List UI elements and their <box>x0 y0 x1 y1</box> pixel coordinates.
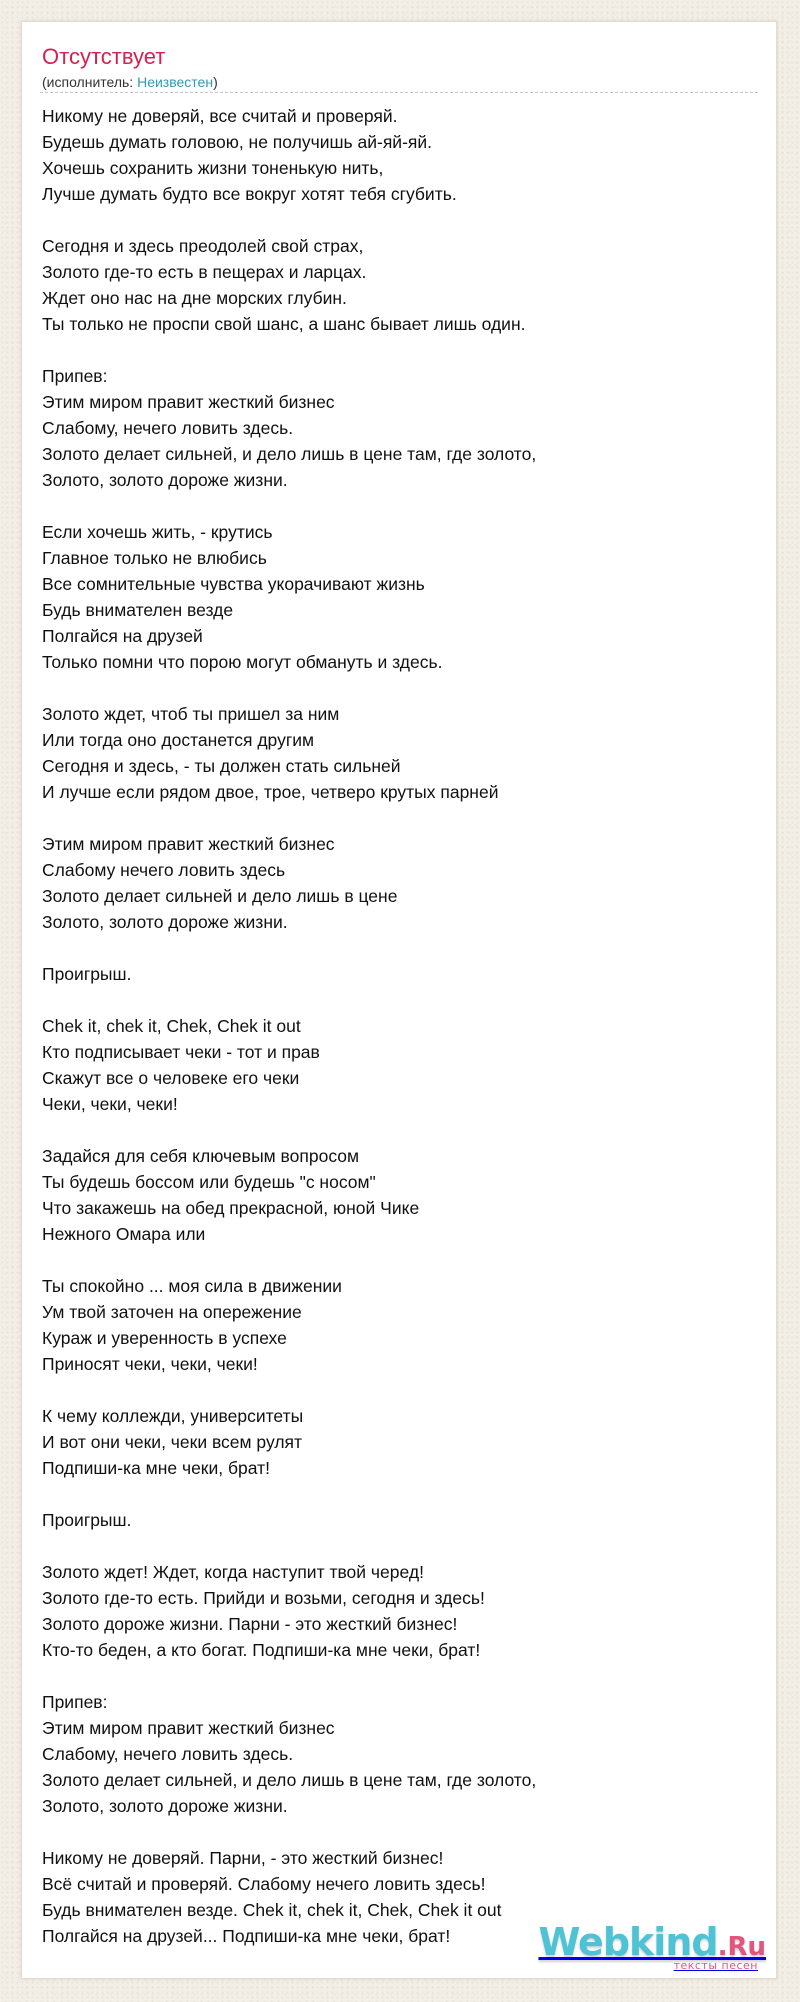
logo-wordmark <box>538 1920 766 1964</box>
artist-line <box>42 74 218 90</box>
lyrics-card <box>21 21 777 1979</box>
artist-link[interactable]: Неизвестен <box>137 74 214 90</box>
artist-prefix: (исполнитель: <box>42 74 138 90</box>
artist-suffix: ) <box>213 74 218 90</box>
logo-tld: .Ru <box>717 1932 766 1962</box>
logo-tagline: тексты песен <box>673 1959 758 1972</box>
site-logo[interactable] <box>538 1920 766 1972</box>
song-title: Отсутствует <box>42 44 166 69</box>
header-divider <box>40 92 758 93</box>
logo-name: Webkind <box>538 1920 718 1964</box>
lyrics-text: Никому не доверяй, все считай и проверяй. Будешь думать головою, не получишь ай-яй-яй. Хочешь сохранить жизни тоненькую нить, Лучше думать будто все вокруг хотят тебя сгубить. Сегодня и здесь преодолей свой страх, Золото где-то есть в пещерах и ларцах. Ждет оно нас на дне морских глубин. Ты только не проспи свой шанс, а шанс бывает лишь один. Припев: Этим миром правит жесткий бизнес Слабому, нечего ловить здесь. Золото делает сильней, и дело лишь в цене там, где золото, Золото, золото дороже жизни. Если хочешь жить, - крутись Главное только не влюбись Все сомнительные чувства укорачивают жизнь Будь внимателен везде Полгайся на друзей Только помни что порою могут обмануть и здесь. Золото ждет, чтоб ты пришел за ним Или тогда оно достанется другим Сегодня и здесь, - ты должен стать сильней И лучше если рядом двое, трое, четверо крутых парней Этим миром правит жесткий бизнес Слабому нечего ловить здесь Золото делает сильней и дело лишь в цене Золото, золото дороже жизни. Проигрыш. Chek it, chek it, Chek, Chek it out Кто подписывает чеки - тот и прав Скажут все о человеке его чеки Чеки, чеки, чеки! Задайся для себя ключевым вопросом Ты будешь боссом или будешь "с носом" Что закажешь на обед прекрасной, юной Чике Нежного Омара или Ты спокойно ... моя сила в движении Ум твой заточен на опережение Кураж и уверенность в успехе Приносят чеки, чеки, чеки! К чему коллежди, университеты И вот они чеки, чеки всем рулят Подпиши-ка мне чеки, брат! Проигрыш. Золото ждет! Ждет, когда наступит твой черед! Золото где-то есть. Прийди и возьми, сегодня и здесь! Золото дороже жизни. Парни - это жесткий бизнес! Кто-то беден, а кто богат. Подпиши-ка мне чеки, брат! Припев: Этим миром правит жесткий бизнес Слабому, нечего ловить здесь. Золото делает сильней, и дело лишь в цене там, где золото, Золото, золото дороже жизни. Никому не доверяй. Парни, - это жесткий бизнес! Всё считай и проверяй. Слабому нечего ловить здесь! Будь внимателен везде. Chek it, chek it, Chek, Chek it out Полгайся на друзей... Подпиши-ка мне чеки, брат! <box>42 106 537 1946</box>
